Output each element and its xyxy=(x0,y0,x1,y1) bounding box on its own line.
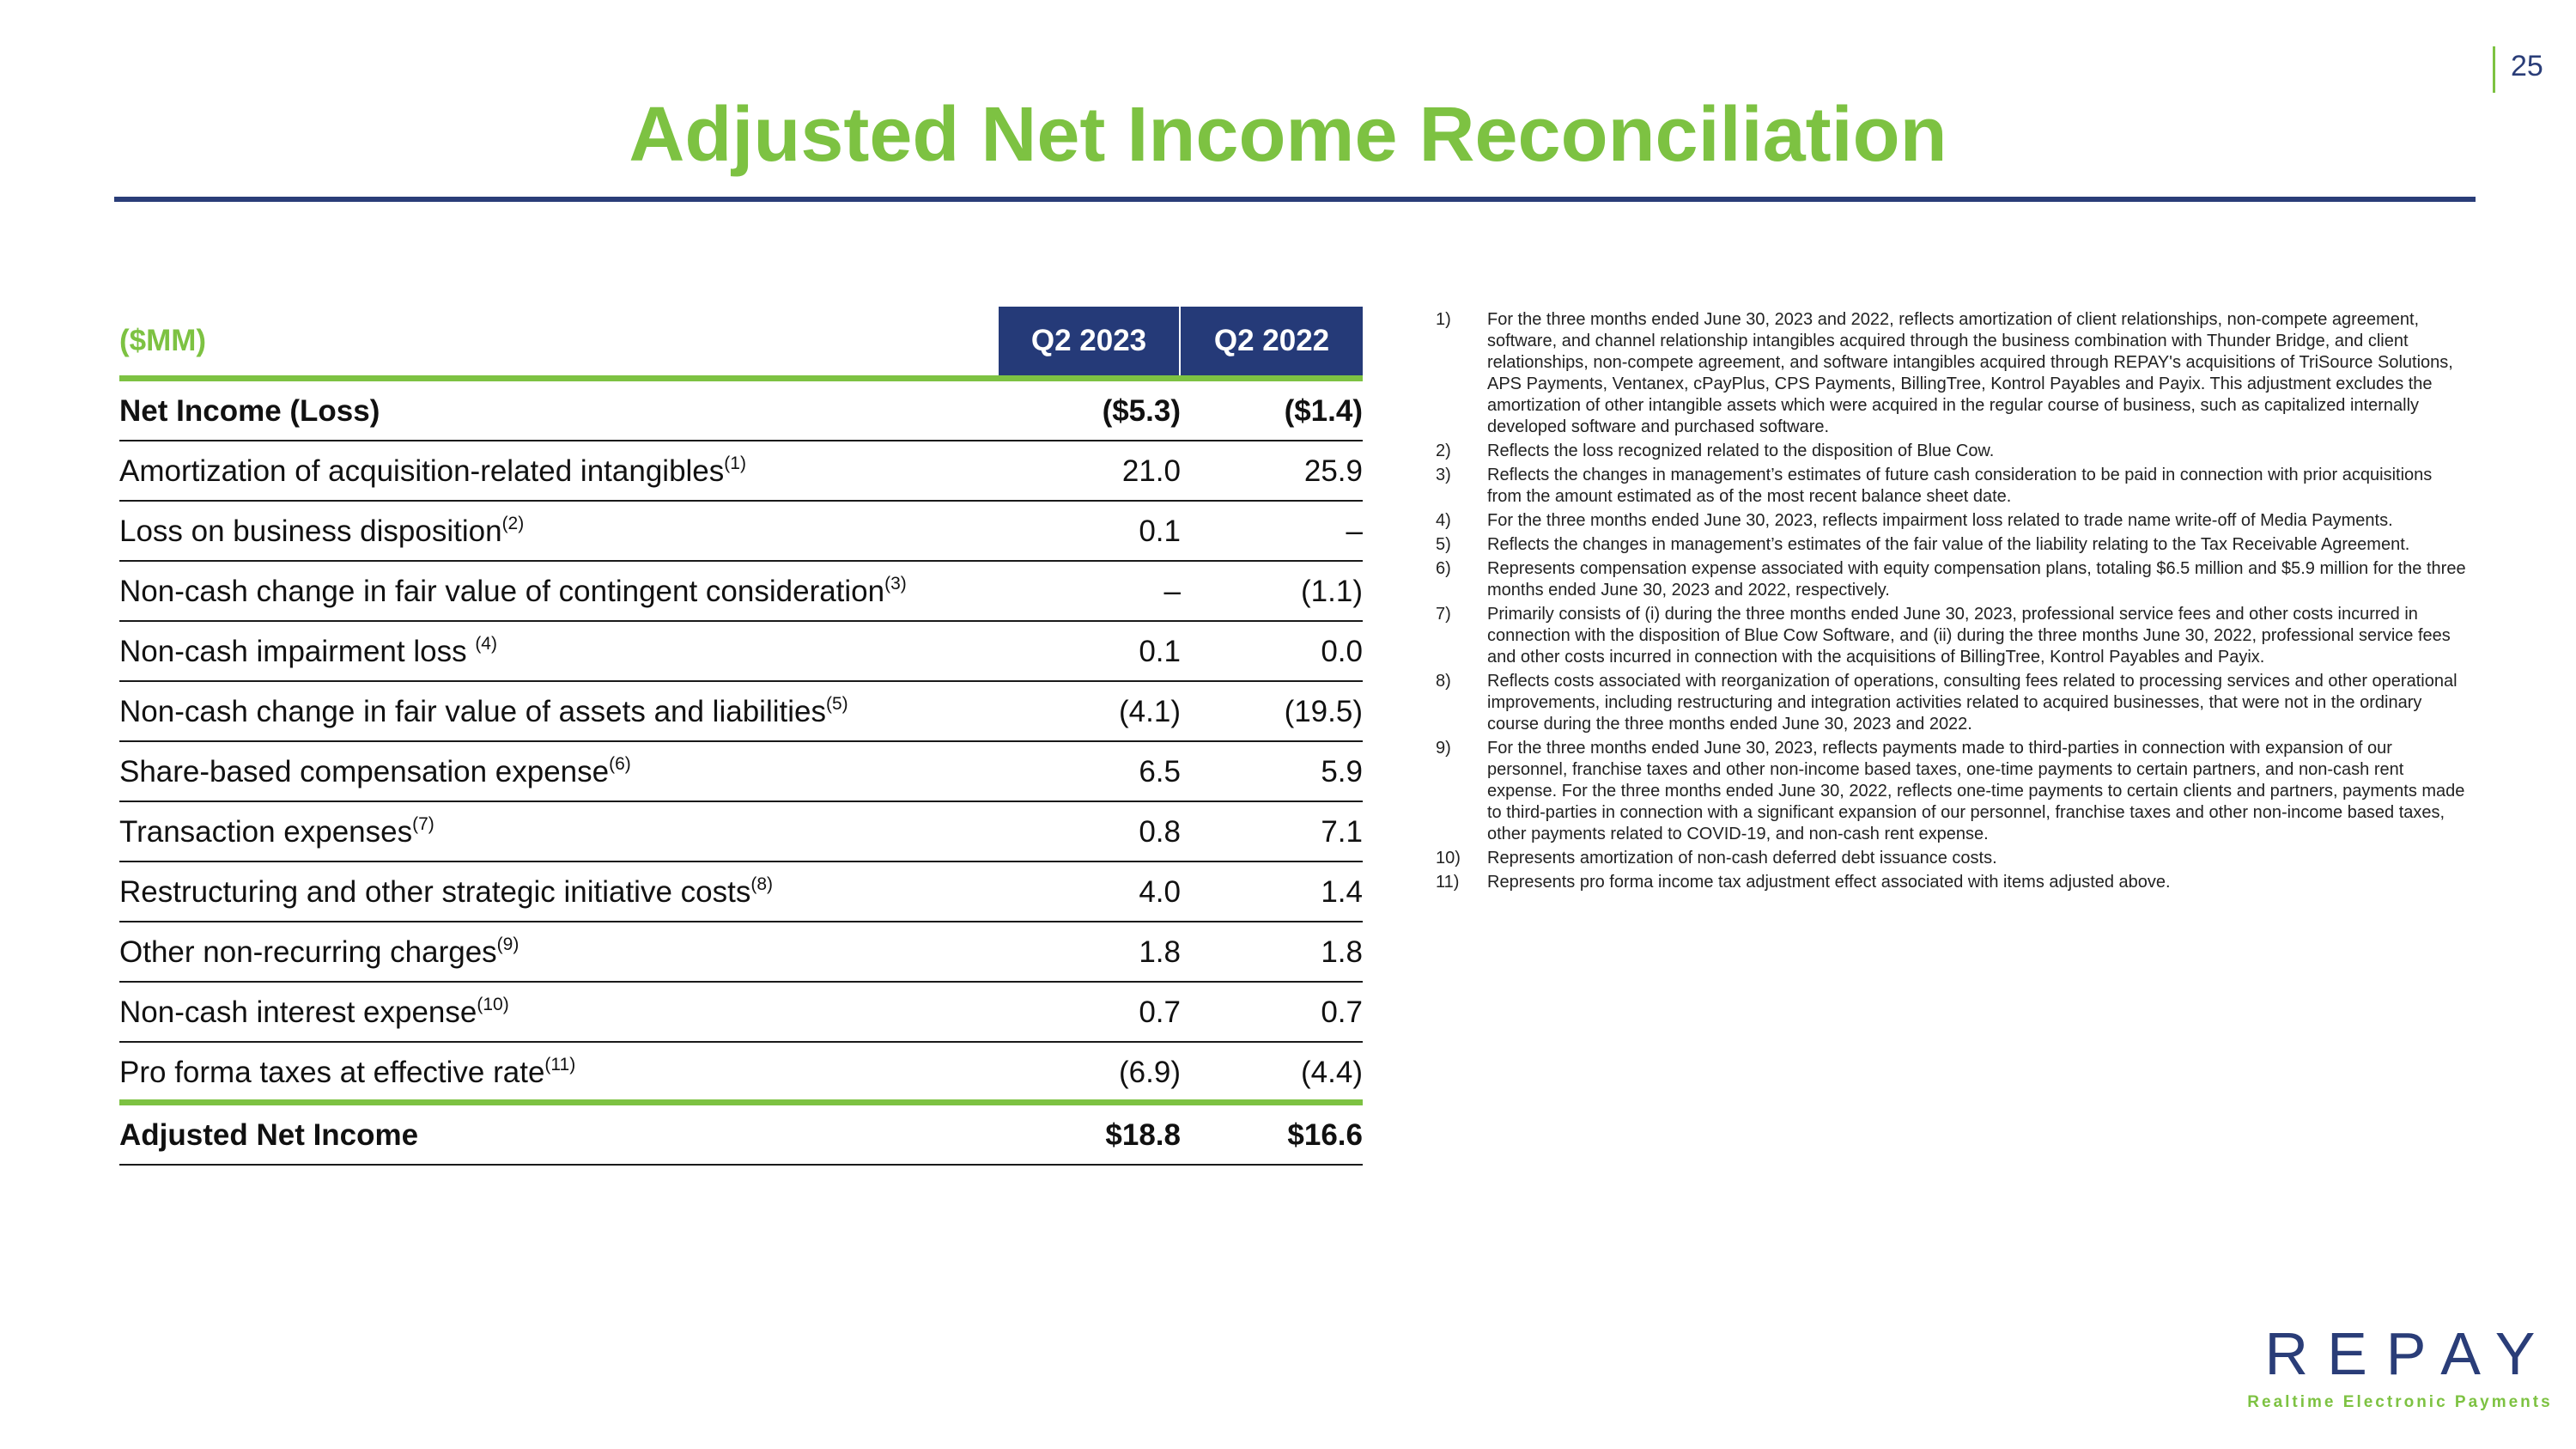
footnote: 4) For the three months ended June 30, 2023, reflects impairment loss related to trade name write-off of Media Payments. xyxy=(1436,511,2393,530)
value-q2-2022: (1.1) xyxy=(1301,575,1363,608)
page-number: 25 xyxy=(2511,50,2543,82)
value-q2-2023: 0.1 xyxy=(1139,514,1181,548)
table-header xyxy=(119,307,1363,375)
row-label: Non-cash change in fair value of contingent consideration$^{(3)}$ xyxy=(119,574,907,608)
value-q2-2022: 1.4 xyxy=(1321,875,1363,909)
value-q2-2023: (6.9) xyxy=(1119,1056,1181,1089)
table-row xyxy=(119,922,1363,983)
value-q2-2023: 0.7 xyxy=(1139,995,1181,1029)
table-row xyxy=(119,682,1363,742)
footnote: 7) Primarily consists of (i) during the three months ended June 30, 2023, professional service fees and other costs incurred in connection with the disposition of Blue Cow Software, and (ii) during the three months June 30, 2022, professional service fees and other costs incurred in connection with the acquisitions of BillingTree, Kontrol Payables and Payix. xyxy=(1436,605,2451,667)
footnote-ref: (2) xyxy=(501,514,525,533)
total-q2-2023: $18.8 xyxy=(1105,1118,1181,1152)
table-row xyxy=(119,802,1363,862)
footnote: 9) For the three months ended June 30, 2023, reflects payments made to third-parties in connection with expansion of our personnel, franchise taxes and other non-income based taxes, one-time payments to certain partners, and non-cash rent expense. For the three months ended June 30, 2022, reflects one-time payments to certain clients and partners, payments made to third-parties in connection with a significant expansion of our personnel, franchise taxes and other non-income based taxes, other payments related to COVID-19, and non-cash rent expense. xyxy=(1436,739,2465,843)
total-q2-2022: $16.6 xyxy=(1287,1118,1363,1152)
page-title: Adjusted Net Income Reconciliation xyxy=(629,92,1947,178)
value-q2-2023: 0.8 xyxy=(1139,815,1181,849)
row-label: Other non-recurring charges$^{(9)}$ xyxy=(119,935,519,969)
row-label: Net Income (Loss) xyxy=(119,394,380,428)
footnote: 8) Reflects costs associated with reorganization of operations, consulting fees related to processing services and other operational improvements, including restructuring and integration activities related to acquired businesses, that were not in the ordinary course during the three months ended June 30, 2023 and 2022. xyxy=(1436,672,2458,734)
value-q2-2023: 0.1 xyxy=(1139,635,1181,668)
table-row xyxy=(119,983,1363,1043)
logo-tagline: Realtime Electronic Payments xyxy=(2247,1393,2553,1411)
table-row xyxy=(119,742,1363,802)
value-q2-2023: 21.0 xyxy=(1121,454,1181,488)
header-rule xyxy=(119,375,1363,381)
footnote-ref: (9) xyxy=(496,935,519,954)
footnote-ref: (5) xyxy=(825,694,848,714)
table-row xyxy=(119,862,1363,922)
footnote-ref: (7) xyxy=(412,814,434,834)
value-q2-2023: 4.0 xyxy=(1139,875,1181,909)
value-q2-2022: ($1.4) xyxy=(1284,394,1363,428)
repay-logo xyxy=(2237,1319,2563,1412)
value-q2-2023: 1.8 xyxy=(1139,935,1181,969)
title-underline xyxy=(114,197,2476,202)
footnotes xyxy=(1436,309,2466,896)
footnote: 1) For the three months ended June 30, 2023 and 2022, reflects amortization of client relationships, non-compete agreement, software, and channel relationship intangibles acquired through the business combination with Thunder Bridge, and client relationships, non-compete agreement, and software intangibles acquired through REPAY's acquisitions of TriSource Solutions, APS Payments, Ventanex, cPayPlus, CPS Payments, BillingTree, Kontrol Payables and Payix. This adjustment excludes the amortization of other intangible assets which were acquired in the regular course of business, such as capitalized internally developed software and purchased software. xyxy=(1436,310,2453,436)
row-label: Non-cash interest expense$^{(10)}$ xyxy=(119,995,509,1029)
footnote-ref: (3) xyxy=(884,574,907,594)
footnote: 5) Reflects the changes in management’s estimates of the fair value of the liability relating to the Tax Receivable Agreement. xyxy=(1436,535,2410,554)
unit-label: ($MM) xyxy=(119,324,207,357)
row-label: Non-cash change in fair value of assets and liabilities$^{(5)}$ xyxy=(119,694,848,728)
table-row xyxy=(119,441,1363,502)
value-q2-2023: (4.1) xyxy=(1119,695,1181,728)
footnote: 3) Reflects the changes in management’s estimates of future cash consideration to be paid in connection with prior acquisitions from the amount estimated as of the most recent balance sheet date. xyxy=(1436,466,2433,506)
reconciliation-table xyxy=(119,307,1363,1166)
row-label: Transaction expenses$^{(7)}$ xyxy=(119,814,434,849)
value-q2-2022: (19.5) xyxy=(1284,695,1363,728)
footnote: 11) Represents pro forma income tax adjustment effect associated with items adjusted above. xyxy=(1436,873,2171,892)
row-label: Non-cash impairment loss $^{(4)}$ xyxy=(119,634,497,668)
value-q2-2022: (4.4) xyxy=(1301,1056,1363,1089)
page-number-divider xyxy=(2493,46,2495,93)
value-q2-2023: – xyxy=(1163,575,1181,608)
value-q2-2022: 5.9 xyxy=(1321,755,1363,788)
table-row xyxy=(119,1043,1363,1101)
footnote-ref: (6) xyxy=(609,754,631,774)
logo-wordmark: REPAY xyxy=(2264,1320,2555,1387)
value-q2-2023: ($5.3) xyxy=(1102,394,1181,428)
footnote-ref: (1) xyxy=(724,454,746,473)
value-q2-2022: 25.9 xyxy=(1303,454,1363,488)
table-row xyxy=(119,562,1363,622)
value-q2-2022: 0.0 xyxy=(1321,635,1363,668)
footnote-ref: (4) xyxy=(475,634,497,654)
row-label: Restructuring and other strategic initiative costs$^{(8)}$ xyxy=(119,874,774,909)
value-q2-2022: 7.1 xyxy=(1321,815,1363,849)
footnote: 10) Represents amortization of non-cash deferred debt issuance costs. xyxy=(1436,849,1997,868)
footnote-ref: (8) xyxy=(750,874,774,894)
value-q2-2022: – xyxy=(1346,514,1363,548)
row-label: Pro forma taxes at effective rate$^{(11)}$ xyxy=(119,1055,576,1089)
column-header-q2-2023: Q2 2023 xyxy=(999,307,1179,375)
value-q2-2022: 1.8 xyxy=(1321,935,1363,969)
footnote: 2) Reflects the loss recognized related to the disposition of Blue Cow. xyxy=(1436,441,1995,460)
total-row xyxy=(119,1105,1363,1166)
table-row xyxy=(119,622,1363,682)
total-label: Adjusted Net Income xyxy=(119,1118,419,1152)
footnote-ref: (11) xyxy=(544,1055,576,1075)
row-label: Share-based compensation expense$^{(6)}$ xyxy=(119,754,631,788)
footnote-ref: (10) xyxy=(477,995,509,1014)
value-q2-2023: 6.5 xyxy=(1139,755,1181,788)
footnote: 6) Represents compensation expense associated with equity compensation plans, totaling $6.5 million and $5.9 million for the three months ended June 30, 2023 and 2022, respectively. xyxy=(1436,559,2466,600)
table-row xyxy=(119,381,1363,441)
row-label: Loss on business disposition$^{(2)}$ xyxy=(119,514,525,548)
table-row xyxy=(119,502,1363,562)
row-label: Amortization of acquisition-related intangibles$^{(1)}$ xyxy=(119,454,746,488)
column-header-q2-2022: Q2 2022 xyxy=(1181,307,1363,375)
value-q2-2022: 0.7 xyxy=(1321,995,1363,1029)
